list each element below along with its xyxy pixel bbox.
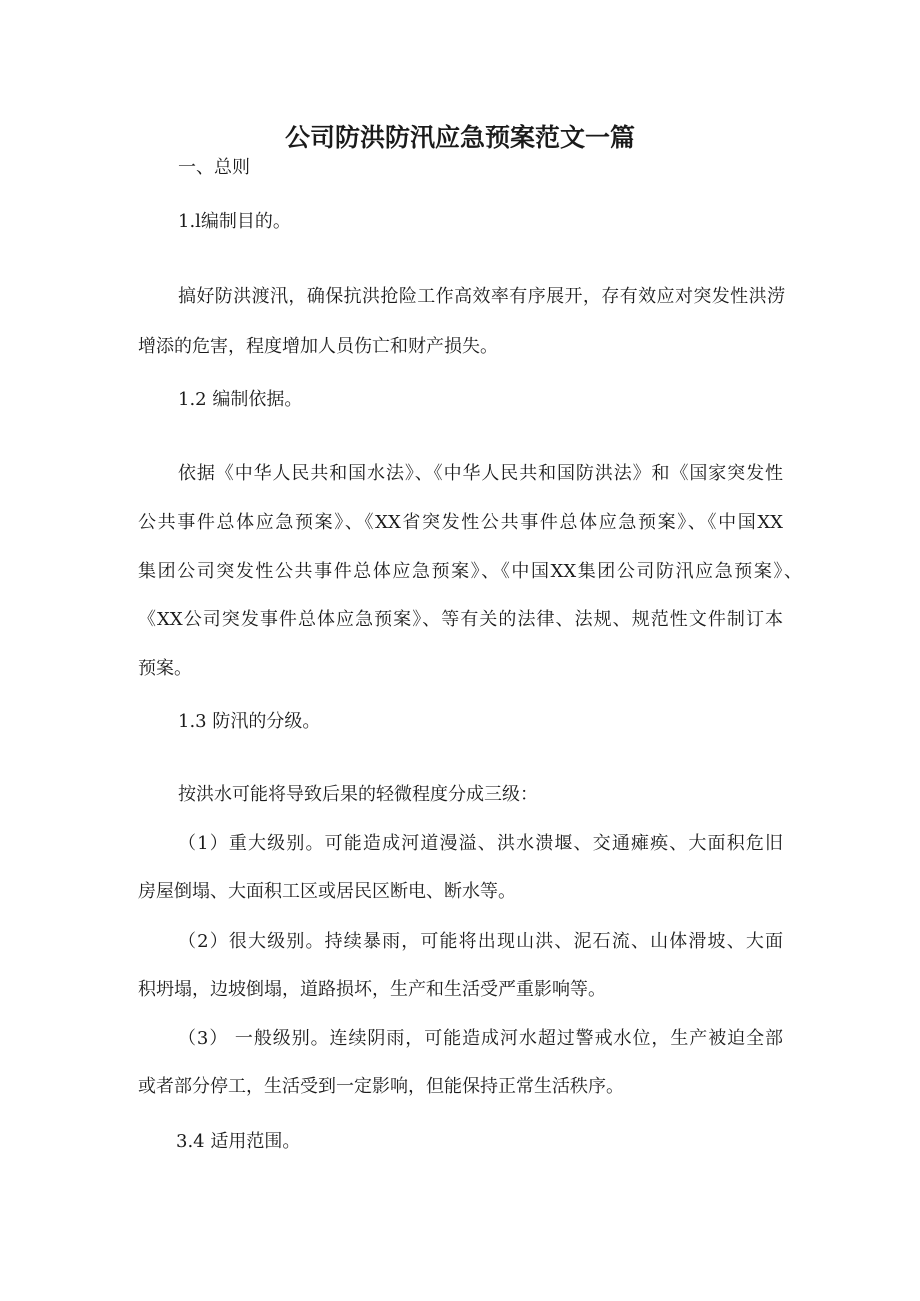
paragraph-line: 集团公司突发性公共事件总体应急预案》、《中国XX集团公司防汛应急预案》、 [138,561,802,582]
subheading-scope: 3.4 适用范围。 [176,1131,301,1152]
subheading-basis: 1.2 编制依据。 [178,389,303,410]
subheading-purpose: 1.l编制目的。 [178,211,291,232]
paragraph-line: 预案。 [138,658,192,679]
paragraph-line: 搞好防洪渡汛，确保抗洪抢险工作高效率有序展开，存有效应对突发性洪涝 [178,286,785,307]
paragraph-line: 《XX公司突发事件总体应急预案》、等有关的法律、法规、规范性文件制订本 [138,609,783,630]
subheading-levels: 1.3 防汛的分级。 [178,711,321,732]
list-item-level-1: （1）重大级别。可能造成河道漫溢、洪水溃堰、交通瘫痪、大面积危旧 [178,833,783,854]
list-item-level-3: （3） 一般级别。连续阴雨，可能造成河水超过警戒水位，生产被迫全部 [178,1028,783,1049]
paragraph-line: 依据《中华人民共和国水法》、《中华人民共和国防洪法》和《国家突发性 [178,463,783,484]
list-item-level-2: （2）很大级别。持续暴雨，可能将出现山洪、泥石流、山体滑坡、大面 [178,931,783,952]
paragraph-line: 增添的危害，程度增加人员伤亡和财产损失。 [138,336,498,357]
document-title: 公司防洪防汛应急预案范文一篇 [284,123,635,152]
section-heading-general: 一、总则 [178,157,250,178]
paragraph-line: 按洪水可能将导致后果的轻微程度分成三级： [178,784,538,805]
list-item-level-1-cont: 房屋倒塌、大面积工区或居民区断电、断水等。 [138,881,516,902]
list-item-level-3-cont: 或者部分停工，生活受到一定影响，但能保持正常生活秩序。 [138,1076,624,1097]
list-item-level-2-cont: 积坍塌，边坡倒塌，道路损坏，生产和生活受严重影响等。 [138,979,606,1000]
paragraph-line: 公共事件总体应急预案》、《XX省突发性公共事件总体应急预案》、《中国XX [138,512,783,533]
